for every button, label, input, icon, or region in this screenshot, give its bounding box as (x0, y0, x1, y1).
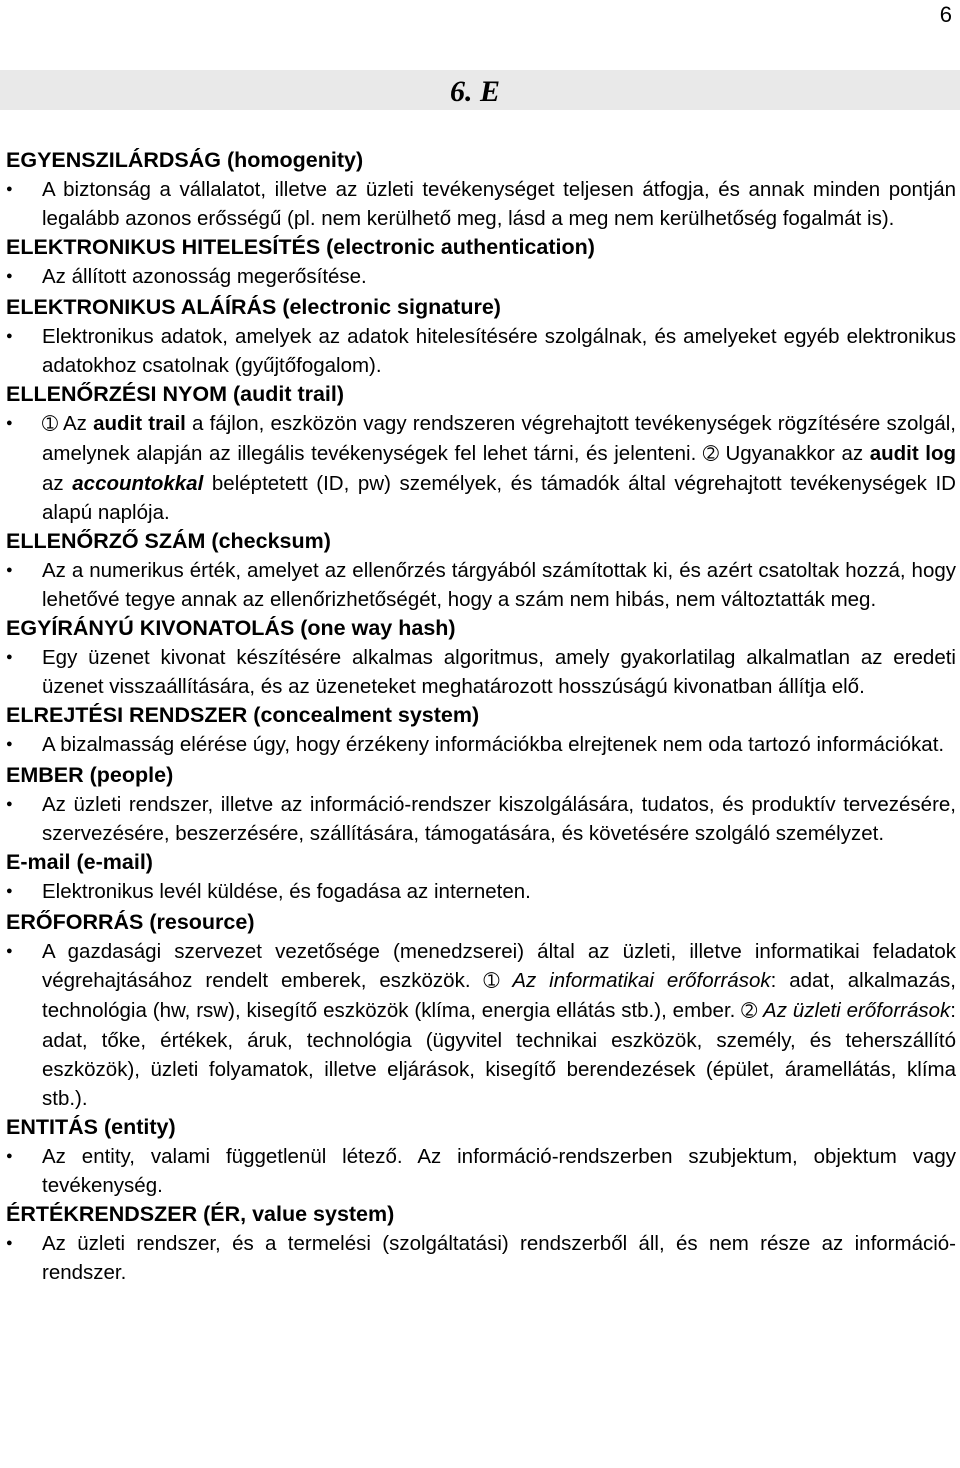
glossary-definition (6, 643, 956, 701)
glossary-entry (6, 233, 956, 293)
bullet-icon (6, 556, 42, 587)
glossary-entry (6, 146, 956, 233)
numbered-marker-icon: ➁ (741, 1000, 758, 1022)
bullet-icon (6, 262, 42, 293)
glossary-definition (6, 937, 956, 1113)
glossary-entry (6, 761, 956, 848)
definition-text: Az entity, valami függetlenül létező. Az információ-rendszerben szubjektum, objektum vagy tevékenység. (42, 1145, 956, 1197)
glossary-term: ENTITÁS (entity) (6, 1115, 176, 1139)
glossary-term: ELLENŐRZÉSI NYOM (audit trail) (6, 382, 345, 406)
glossary-entry (6, 293, 956, 380)
glossary-term: E-mail (e-mail) (6, 850, 153, 874)
definition-text: A gazdasági szervezet vezetősége (menedzserei) által az üzleti, illetve informatikai feladatok végrehajtásához rendelt emberek, eszközök. ➀ Az informatikai erőforrások: adat, alkalmazás, technológia (hw, rsw), kisegítő eszközök (klíma, energia ellátás stb.), ember. ➁ Az üzleti erőforrások: adat, tőke, értékek, áruk, technológia (ügyvitel technikai eszközök, személy, és teherszállító eszközök), üzleti folyamatok, illetve eljárások, kisegítő berendezések (épület, áramellátás, klíma stb.). (42, 940, 956, 1110)
bullet-icon (6, 1142, 42, 1173)
glossary-term: EGYÍRÁNYÚ KIVONATOLÁS (one way hash) (6, 616, 456, 640)
glossary-definition (6, 409, 956, 527)
definition-text: Egy üzenet kivonat készítésére alkalmas algoritmus, amely gyakorlatilag alkalmatlan az eredeti üzenet visszaállítására, és az üzeneteket meghatározott hosszúságú kivonatban állítja elő. (42, 646, 956, 698)
glossary-entry (6, 614, 956, 701)
bullet-icon (6, 1229, 42, 1260)
glossary-term: ELLENŐRZŐ SZÁM (checksum) (6, 529, 331, 553)
glossary-definition (6, 175, 956, 233)
bullet-icon (6, 175, 42, 206)
bullet-icon (6, 322, 42, 353)
numbered-marker-icon: ➀ (42, 413, 58, 435)
glossary-term: ELEKTRONIKUS ALÁÍRÁS (electronic signature) (6, 295, 501, 319)
glossary-entry (6, 908, 956, 1113)
glossary-entry (6, 701, 956, 761)
definition-text: Elektronikus adatok, amelyek az adatok hitelesítésére szolgálnak, és amelyeket egyéb elektronikus adatokhoz csatolnak (gyűjtőfogalom). (42, 325, 956, 377)
glossary-definition (6, 556, 956, 614)
definition-text: Elektronikus levél küldése, és fogadása az interneten. (42, 880, 531, 903)
bullet-icon (6, 790, 42, 821)
bullet-icon (6, 877, 42, 908)
glossary-definition (6, 877, 956, 908)
definition-text: A bizalmasság elérése úgy, hogy érzékeny információkba elrejtenek nem oda tartozó információkat. (42, 733, 945, 756)
bullet-icon (6, 937, 42, 968)
glossary-list (6, 146, 956, 1287)
glossary-definition (6, 790, 956, 848)
definition-text: ➀ Az audit trail a fájlon, eszközön vagy rendszeren végrehajtott tevékenységek rögzítésére szolgál, amelynek alapján az illegális tevékenységek fel lehet tárni, és jelenteni. ➁ Ugyanakkor az audit log az accountokkal beléptetett (ID, pw) személyek, és támadók által végrehajtott tevékenységek ID alapú naplója. (42, 412, 957, 524)
glossary-definition (6, 322, 956, 380)
glossary-entry (6, 527, 956, 614)
definition-text: Az állított azonosság megerősítése. (42, 265, 367, 288)
page-number: 6 (939, 2, 952, 27)
glossary-term: ERŐFORRÁS (resource) (6, 910, 255, 934)
glossary-definition (6, 730, 956, 761)
definition-text: Az üzleti rendszer, és a termelési (szolgáltatási) rendszerből áll, és nem része az információ-rendszer. (42, 1232, 956, 1284)
definition-text: A biztonság a vállalatot, illetve az üzleti tevékenységet teljesen átfogja, és annak minden pontján legalább azonos erősségű (pl. nem kerülhető meg, lásd a meg nem kerülhetőség fogalmát is). (42, 178, 956, 230)
glossary-term: EGYENSZILÁRDSÁG (homogenity) (6, 148, 364, 172)
numbered-marker-icon: ➀ (483, 970, 500, 992)
glossary-entry (6, 380, 956, 527)
glossary-term: EMBER (people) (6, 763, 174, 787)
glossary-entry (6, 1113, 956, 1200)
bullet-icon (6, 409, 42, 440)
glossary-definition (6, 1229, 956, 1287)
bullet-icon (6, 730, 42, 761)
glossary-entry (6, 1200, 956, 1287)
glossary-definition (6, 1142, 956, 1200)
glossary-term: ELREJTÉSI RENDSZER (concealment system) (6, 703, 480, 727)
section-title: 6. E (450, 75, 501, 108)
bullet-icon (6, 643, 42, 674)
glossary-entry (6, 848, 956, 908)
glossary-definition (6, 262, 956, 293)
section-header-bar (0, 70, 960, 110)
glossary-term: ÉRTÉKRENDSZER (ÉR, value system) (6, 1202, 395, 1226)
glossary-term: ELEKTRONIKUS HITELESÍTÉS (electronic authentication) (6, 235, 595, 259)
definition-text: Az üzleti rendszer, illetve az információ-rendszer kiszolgálására, tudatos, és produktív tervezésére, szervezésére, beszerzésére, szállítására, támogatására, és követésére szolgáló személyzet. (42, 793, 956, 845)
definition-text: Az a numerikus érték, amelyet az ellenőrzés tárgyából számítottak ki, és azért csatoltak hozzá, hogy lehetővé tegye annak az ellenőrizhetőségét, hogy a szám nem hibás, nem változtatták meg. (42, 559, 956, 611)
numbered-marker-icon: ➁ (702, 443, 719, 465)
